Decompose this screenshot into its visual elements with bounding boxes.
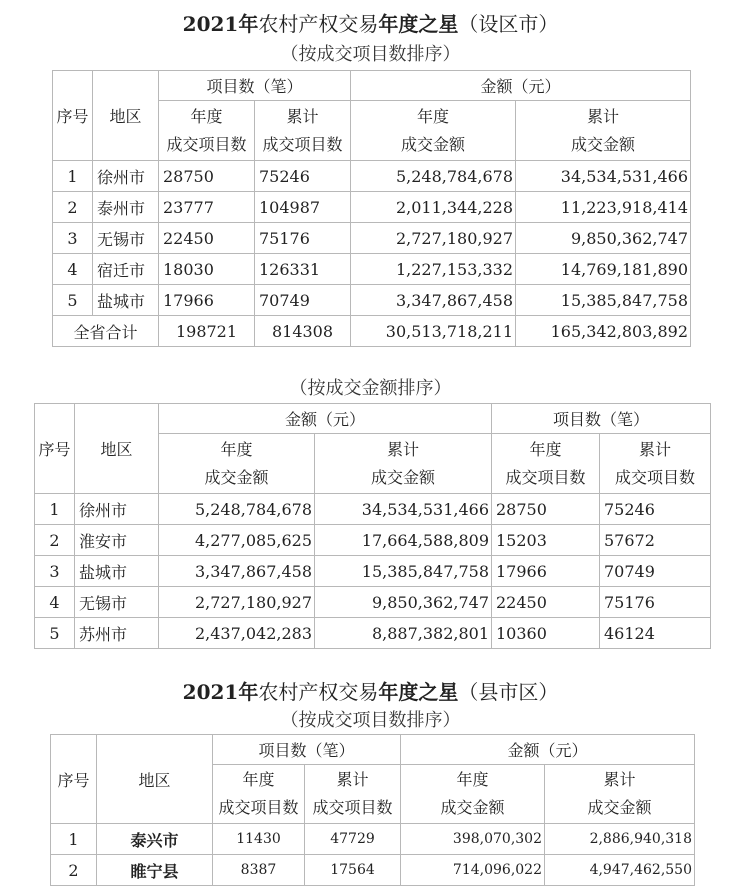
table-row: 3 无锡市 22450 75176 2,727,180,927 9,850,362,747 — [53, 223, 691, 254]
title-year: 2021年 — [182, 680, 259, 704]
header-region: 地区 — [97, 735, 213, 824]
header-amount-group: 金额（元） — [401, 735, 695, 765]
header-cum-amount: 累计 成交金额 — [315, 434, 492, 494]
header-region: 地区 — [75, 404, 159, 494]
header-count-group: 项目数（笔） — [213, 735, 401, 765]
table-row: 4 宿迁市 18030 126331 1,227,153,332 14,769,181,890 — [53, 254, 691, 285]
header-cum-amount: 累计 成交金额 — [545, 765, 695, 824]
header-amount-group: 金额（元） — [159, 404, 492, 434]
header-year-count: 年度 成交项目数 — [213, 765, 305, 824]
table-row: 3 盐城市 3,347,867,458 15,385,847,758 17966 70749 — [35, 556, 711, 587]
title-city-level — [0, 8, 741, 37]
header-seq: 序号 — [35, 404, 75, 494]
table-county-by-count — [50, 734, 695, 886]
table-row: 1 徐州市 5,248,784,678 34,534,531,466 28750 75246 — [35, 494, 711, 525]
table-row: 4 无锡市 2,727,180,927 9,850,362,747 22450 75176 — [35, 587, 711, 618]
table-total-row: 全省合计 198721 814308 30,513,718,211 165,342,803,892 — [53, 316, 691, 347]
header-seq: 序号 — [51, 735, 97, 824]
table-city-by-count — [52, 70, 691, 347]
table-row: 1 泰兴市 11430 47729 398,070,302 2,886,940,318 — [51, 824, 695, 855]
header-count-group: 项目数（笔） — [492, 404, 711, 434]
title-star: 年度之星 — [378, 680, 459, 704]
header-amount-group: 金额（元） — [351, 71, 691, 101]
subtitle-county-sort-by-count: （按成交项目数排序） — [280, 710, 461, 731]
table-city-by-amount — [34, 403, 711, 649]
title-scope: （县市区） — [458, 680, 559, 704]
subtitle-sort-by-amount: （按成交金额排序） — [289, 378, 452, 399]
title-county-level — [0, 676, 741, 705]
header-cum-count: 累计 成交项目数 — [305, 765, 401, 824]
header-seq: 序号 — [53, 71, 93, 161]
title-star: 年度之星 — [378, 12, 459, 36]
table-row: 2 泰州市 23777 104987 2,011,344,228 11,223,918,414 — [53, 192, 691, 223]
table-row: 5 盐城市 17966 70749 3,347,867,458 15,385,847,758 — [53, 285, 691, 316]
header-cum-count: 累计 成交项目数 — [255, 101, 351, 161]
header-year-amount: 年度 成交金额 — [159, 434, 315, 494]
title-text: 农村产权交易 — [258, 12, 379, 36]
table-row: 2 睢宁县 8387 17564 714,096,022 4,947,462,550 — [51, 855, 695, 886]
header-year-amount: 年度 成交金额 — [351, 101, 516, 161]
header-year-count: 年度 成交项目数 — [159, 101, 255, 161]
header-cum-count: 累计 成交项目数 — [600, 434, 711, 494]
header-cum-amount: 累计 成交金额 — [516, 101, 691, 161]
title-scope: （设区市） — [458, 12, 559, 36]
subtitle-sort-by-count: （按成交项目数排序） — [280, 44, 461, 65]
title-text: 农村产权交易 — [258, 680, 379, 704]
table-row: 1 徐州市 28750 75246 5,248,784,678 34,534,531,466 — [53, 161, 691, 192]
table-row: 2 淮安市 4,277,085,625 17,664,588,809 15203 57672 — [35, 525, 711, 556]
header-region: 地区 — [93, 71, 159, 161]
title-year: 2021年 — [182, 12, 259, 36]
header-count-group: 项目数（笔） — [159, 71, 351, 101]
table-row: 5 苏州市 2,437,042,283 8,887,382,801 10360 46124 — [35, 618, 711, 649]
header-year-count: 年度 成交项目数 — [492, 434, 600, 494]
header-year-amount: 年度 成交金额 — [401, 765, 545, 824]
